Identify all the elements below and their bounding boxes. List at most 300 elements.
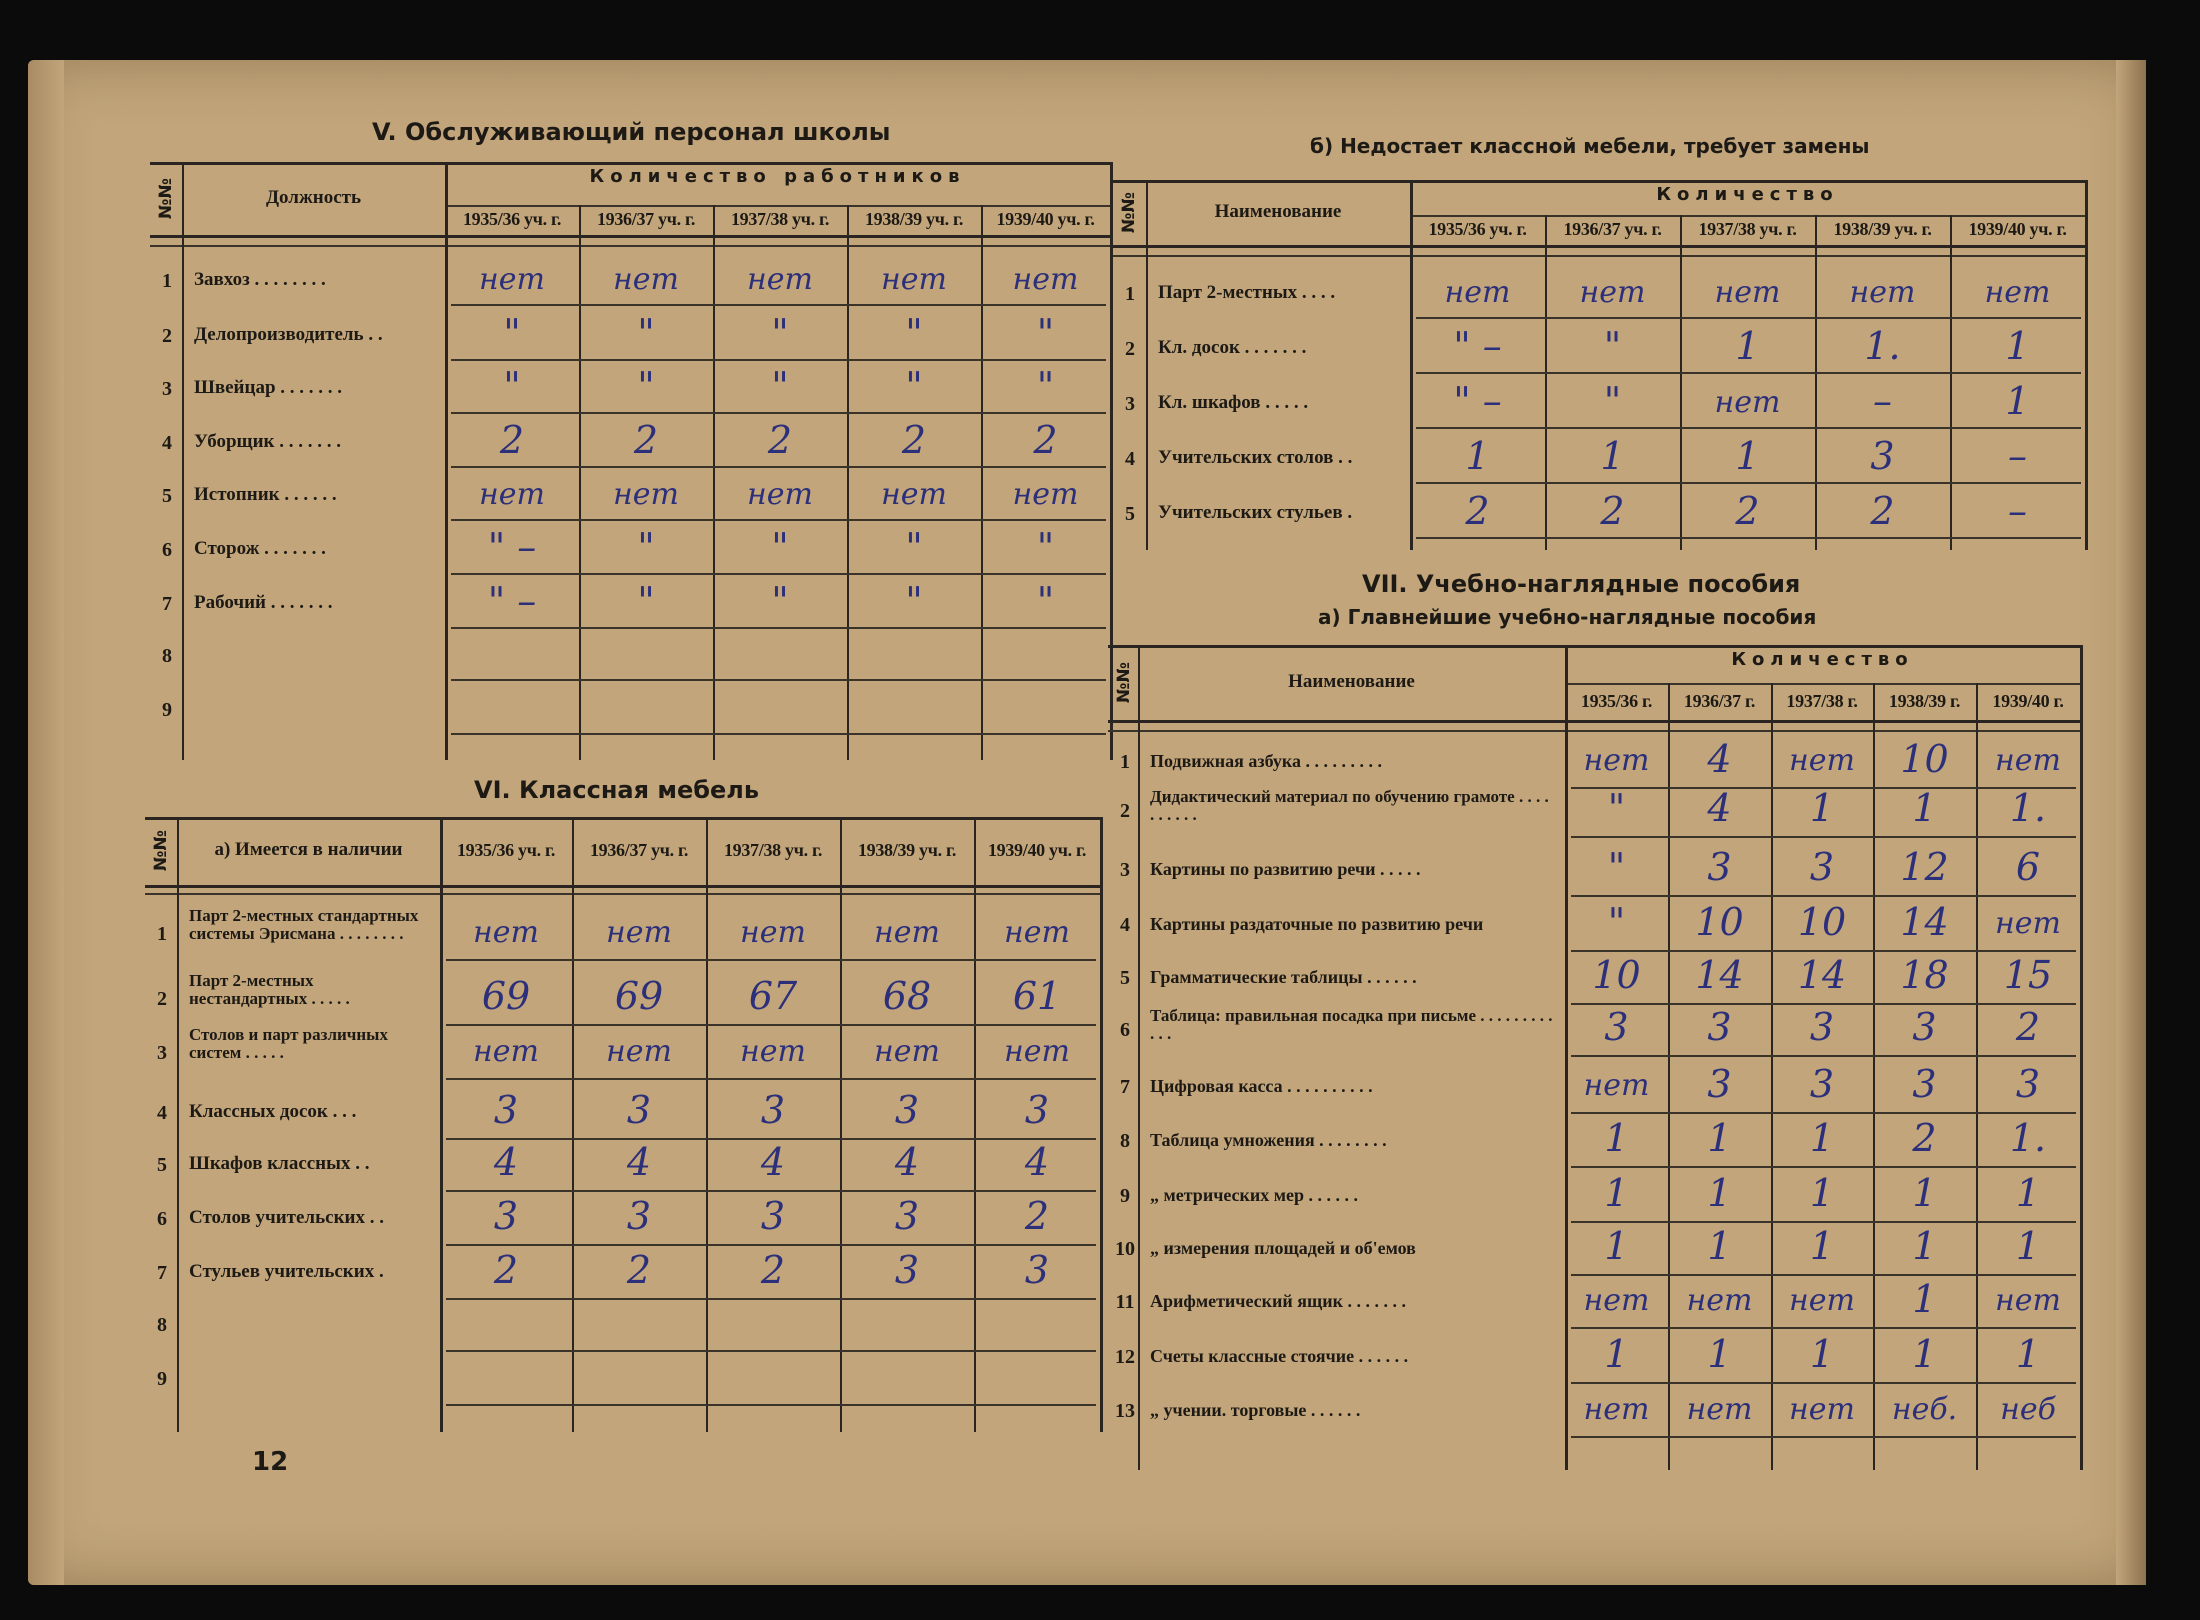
number-column-header: №№ bbox=[1114, 661, 1134, 703]
handwritten-value: 14 bbox=[1797, 953, 1847, 997]
table-rule bbox=[145, 885, 1100, 888]
handwritten-value: нет bbox=[1583, 1068, 1650, 1103]
row-label: Парт 2-местных . . . . bbox=[1158, 282, 1336, 303]
name-column-header: Наименование bbox=[1288, 670, 1415, 692]
table-rule bbox=[446, 1404, 1096, 1406]
row-number: 11 bbox=[1115, 1291, 1135, 1313]
handwritten-value: 2 bbox=[626, 1248, 652, 1292]
table-rule bbox=[446, 1350, 1096, 1352]
table-rule bbox=[145, 893, 1100, 895]
handwritten-value: 3 bbox=[493, 1194, 519, 1238]
table-rule bbox=[1571, 1221, 2076, 1223]
table-rule bbox=[451, 359, 1106, 361]
handwritten-value: 2 bbox=[2015, 1005, 2041, 1049]
handwritten-value: неб. bbox=[1891, 1392, 1958, 1427]
table-rule bbox=[451, 627, 1106, 629]
handwritten-value: нет bbox=[874, 1034, 940, 1069]
table-rule bbox=[451, 573, 1106, 575]
table-rule bbox=[1571, 1112, 2076, 1114]
handwritten-value: 3 bbox=[894, 1248, 920, 1292]
row-number: 4 bbox=[157, 1102, 167, 1124]
year-column-header: 1935/36 уч. г. bbox=[456, 840, 556, 860]
handwritten-value: нет bbox=[740, 1034, 806, 1069]
handwritten-value: нет bbox=[1583, 743, 1650, 778]
row-label: Картины раздаточные по развитию речи bbox=[1150, 914, 1484, 934]
row-label: „ метрических мер . . . . . . bbox=[1150, 1185, 1359, 1205]
year-column-header: 1937/38 г. bbox=[1786, 690, 1858, 711]
handwritten-value: нет bbox=[473, 1034, 539, 1069]
handwritten-value: 10 bbox=[1900, 737, 1949, 781]
handwritten-value: нет bbox=[1583, 1283, 1650, 1318]
handwritten-value: " bbox=[905, 525, 923, 569]
handwritten-value: нет bbox=[1012, 262, 1079, 297]
handwritten-value: нет bbox=[479, 477, 545, 512]
row-number: 4 bbox=[1120, 914, 1130, 936]
table-rule bbox=[1571, 1436, 2076, 1438]
row-label: Делопроизводитель . . bbox=[194, 324, 383, 345]
table-rule bbox=[1108, 730, 2080, 732]
year-column-header: 1937/38 уч. г. bbox=[1698, 219, 1797, 239]
handwritten-value: нет bbox=[747, 477, 813, 512]
table-rule bbox=[1113, 180, 2085, 183]
row-label: Истопник . . . . . . bbox=[194, 484, 337, 505]
year-column-header: 1938/39 уч. г. bbox=[1833, 219, 1932, 239]
handwritten-value: 1 bbox=[1912, 1277, 1937, 1321]
handwritten-value: нет bbox=[881, 262, 947, 297]
section7-subtitle: а) Главнейшие учебно-наглядные пособия bbox=[1318, 605, 1817, 629]
row-label: Уборщик . . . . . . . bbox=[194, 431, 341, 452]
handwritten-value: нет bbox=[606, 1034, 672, 1069]
row-number: 4 bbox=[162, 432, 172, 454]
row-label: Таблица умножения . . . . . . . . bbox=[1150, 1130, 1387, 1150]
row-label: Сторож . . . . . . . bbox=[194, 538, 326, 559]
handwritten-value: нет bbox=[1995, 1283, 2061, 1318]
year-column-header: 1935/36 уч. г. bbox=[462, 209, 562, 229]
handwritten-value: 2 bbox=[1033, 418, 1058, 462]
year-column-header: 1939/40 уч. г. bbox=[996, 209, 1095, 229]
row-label: Парт 2-местных стандартных системы Эрисмана . . . . . . . . bbox=[189, 906, 419, 943]
row-number: 5 bbox=[162, 485, 172, 507]
year-column-header: 1939/40 уч. г. bbox=[987, 840, 1087, 860]
handwritten-value: 3 bbox=[1024, 1248, 1050, 1292]
handwritten-value: 2 bbox=[493, 1248, 519, 1292]
year-column-header: 1938/39 г. bbox=[1888, 690, 1961, 711]
handwritten-value: нет bbox=[1686, 1392, 1753, 1427]
handwritten-value: 2 bbox=[1912, 1116, 1937, 1160]
row-label: Швейцар . . . . . . . bbox=[194, 377, 343, 398]
table-rule bbox=[182, 162, 184, 760]
section7-title: VII. Учебно-наглядные пособия bbox=[1362, 570, 1801, 598]
handwritten-value: 1 bbox=[1809, 786, 1835, 830]
row-number: 10 bbox=[1115, 1238, 1135, 1260]
handwritten-value: 67 bbox=[748, 974, 798, 1018]
table-rule bbox=[1571, 836, 2076, 838]
handwritten-value: 68 bbox=[882, 974, 932, 1018]
name-column-header: Наименование bbox=[1214, 200, 1342, 222]
table-rule bbox=[1571, 1382, 2076, 1384]
table-rule bbox=[1416, 537, 2081, 539]
year-column-header: 1939/40 г. bbox=[1992, 690, 2064, 711]
handwritten-value: 3 bbox=[1604, 1005, 1629, 1049]
name-column-header: Должность bbox=[265, 186, 362, 208]
handwritten-value: " bbox=[1607, 845, 1626, 889]
handwritten-value: 1. bbox=[1864, 324, 1901, 368]
year-column-header: 1935/36 г. bbox=[1580, 690, 1653, 711]
handwritten-value: 1 bbox=[1912, 1224, 1937, 1268]
table-rule bbox=[451, 304, 1106, 306]
handwritten-value: нет bbox=[881, 477, 947, 512]
handwritten-value: 1 bbox=[2005, 379, 2030, 423]
handwritten-value: неб bbox=[2000, 1392, 2056, 1427]
handwritten-value: 4 bbox=[894, 1140, 920, 1184]
row-number: 13 bbox=[1115, 1400, 1135, 1422]
handwritten-value: 2 bbox=[901, 418, 927, 462]
table-rule bbox=[446, 959, 1096, 961]
handwritten-value: 3 bbox=[1809, 845, 1835, 889]
table-rule bbox=[1416, 317, 2081, 319]
handwritten-value: 15 bbox=[2003, 953, 2053, 997]
row-number: 7 bbox=[157, 1262, 167, 1284]
table-rule bbox=[1571, 1327, 2076, 1329]
handwritten-value: 1. bbox=[2009, 786, 2047, 830]
handwritten-value: 3 bbox=[1024, 1088, 1050, 1132]
row-number: 8 bbox=[157, 1314, 167, 1336]
year-column-header: 1937/38 уч. г. bbox=[723, 840, 823, 860]
handwritten-value: 1 bbox=[1912, 786, 1937, 830]
row-number: 8 bbox=[1120, 1130, 1130, 1152]
handwritten-value: 1 bbox=[1600, 434, 1625, 478]
row-number: 6 bbox=[162, 539, 172, 561]
row-number: 3 bbox=[157, 1042, 167, 1064]
handwritten-value: 6 bbox=[2015, 845, 2041, 889]
handwritten-value: " – bbox=[487, 579, 537, 623]
row-number: 6 bbox=[157, 1208, 167, 1230]
handwritten-value: нет bbox=[1995, 743, 2061, 778]
handwritten-value: " bbox=[637, 579, 655, 623]
handwritten-value: 1 bbox=[2015, 1171, 2041, 1215]
handwritten-value: 18 bbox=[1900, 953, 1949, 997]
table-rule bbox=[150, 245, 1110, 247]
handwritten-value: 1 bbox=[2005, 324, 2030, 368]
table-rule bbox=[177, 817, 179, 1432]
row-number: 1 bbox=[157, 923, 167, 945]
handwritten-value: 2 bbox=[1735, 489, 1760, 533]
handwritten-value: 3 bbox=[1809, 1062, 1835, 1106]
section6-title: VI. Классная мебель bbox=[474, 776, 760, 804]
row-number: 8 bbox=[162, 645, 172, 667]
table-rule bbox=[451, 679, 1106, 681]
handwritten-value: 4 bbox=[1707, 737, 1732, 781]
handwritten-value: нет bbox=[1579, 275, 1646, 310]
section6b-title: б) Недостает классной мебели, требует замены bbox=[1310, 134, 1870, 158]
row-label: Парт 2-местных нестандартных . . . . . bbox=[189, 971, 350, 1008]
handwritten-value: 3 bbox=[760, 1088, 786, 1132]
handwritten-value: " bbox=[771, 311, 789, 355]
row-label: Столов учительских . . bbox=[189, 1207, 384, 1228]
table-rule bbox=[1100, 817, 1103, 1432]
handwritten-value: " bbox=[503, 364, 521, 408]
table-rule bbox=[1108, 720, 2080, 723]
handwritten-value: 1 bbox=[1809, 1116, 1835, 1160]
handwritten-value: 3 bbox=[626, 1088, 652, 1132]
row-label: Завхоз . . . . . . . . bbox=[194, 269, 326, 290]
table-rule bbox=[1416, 482, 2081, 484]
handwritten-value: нет bbox=[1583, 1392, 1650, 1427]
quantity-group-header: Количество bbox=[1656, 184, 1839, 205]
handwritten-value: нет bbox=[1789, 1283, 1855, 1318]
handwritten-value: 10 bbox=[1695, 900, 1744, 944]
handwritten-value: " bbox=[1036, 579, 1055, 623]
table-rule bbox=[1108, 645, 2080, 648]
handwritten-value: 69 bbox=[614, 974, 664, 1018]
handwritten-value: 3 bbox=[1912, 1062, 1937, 1106]
handwritten-value: 1 bbox=[1809, 1171, 1835, 1215]
handwritten-value: 1 bbox=[1707, 1224, 1732, 1268]
table-rule bbox=[1571, 895, 2076, 897]
handwritten-value: " bbox=[771, 579, 789, 623]
handwritten-value: 2 bbox=[760, 1248, 786, 1292]
row-number: 5 bbox=[1125, 503, 1135, 525]
handwritten-value: " bbox=[771, 525, 789, 569]
handwritten-value: 3 bbox=[1809, 1005, 1835, 1049]
row-label: „ измерения площадей и об'емов bbox=[1150, 1238, 1416, 1258]
row-label: Кл. шкафов . . . . . bbox=[1158, 392, 1309, 413]
row-number: 5 bbox=[1120, 967, 1130, 989]
row-label: Счеты классные стоячие . . . . . . bbox=[1150, 1346, 1409, 1366]
table-rule bbox=[1146, 180, 1148, 550]
row-label: Арифметический ящик . . . . . . . bbox=[1150, 1291, 1406, 1311]
handwritten-value: 3 bbox=[1912, 1005, 1937, 1049]
handwritten-value: 1 bbox=[2015, 1332, 2041, 1376]
handwritten-value: " bbox=[1607, 786, 1626, 830]
handwritten-value: 3 bbox=[2015, 1062, 2041, 1106]
number-column-header: №№ bbox=[156, 177, 176, 219]
row-number: 2 bbox=[162, 325, 172, 347]
handwritten-value: 1 bbox=[1809, 1332, 1835, 1376]
handwritten-value: 4 bbox=[1707, 786, 1732, 830]
row-label: Подвижная азбука . . . . . . . . . bbox=[1150, 751, 1382, 771]
table-rule bbox=[446, 1078, 1096, 1080]
handwritten-value: " bbox=[771, 364, 789, 408]
year-column-header: 1938/39 уч. г. bbox=[864, 209, 964, 229]
handwritten-value: – bbox=[1873, 379, 1892, 423]
table-rule bbox=[1113, 255, 2085, 257]
handwritten-value: 1 bbox=[1604, 1332, 1629, 1376]
handwritten-value: 10 bbox=[1797, 900, 1847, 944]
handwritten-value: " – bbox=[1453, 324, 1502, 368]
handwritten-value: " bbox=[905, 311, 923, 355]
table-rule bbox=[1565, 683, 2080, 685]
table-rule bbox=[150, 235, 1110, 238]
handwritten-value: " bbox=[1036, 525, 1055, 569]
handwritten-value: 4 bbox=[760, 1140, 786, 1184]
row-number: 9 bbox=[1120, 1185, 1130, 1207]
handwritten-value: 4 bbox=[493, 1140, 519, 1184]
row-number: 7 bbox=[162, 593, 172, 615]
table-rule bbox=[2080, 645, 2083, 1470]
year-column-header: 1939/40 уч. г. bbox=[1968, 219, 2067, 239]
row-number: 12 bbox=[1115, 1346, 1135, 1368]
row-label: Цифровая касса . . . . . . . . . . bbox=[1150, 1076, 1373, 1096]
handwritten-value: 1 bbox=[2015, 1224, 2041, 1268]
handwritten-value: 1 bbox=[1707, 1332, 1732, 1376]
table-rule bbox=[145, 817, 1100, 820]
year-column-header: 1935/36 уч. г. bbox=[1428, 219, 1527, 239]
handwritten-value: 3 bbox=[894, 1194, 920, 1238]
row-number: 3 bbox=[1125, 393, 1135, 415]
handwritten-value: 69 bbox=[481, 974, 531, 1018]
handwritten-value: 1 bbox=[1604, 1171, 1629, 1215]
handwritten-value: 1 bbox=[1604, 1224, 1629, 1268]
handwritten-value: нет bbox=[747, 262, 813, 297]
handwritten-value: " bbox=[637, 311, 655, 355]
handwritten-value: 10 bbox=[1592, 953, 1641, 997]
handwritten-value: " bbox=[1603, 324, 1622, 368]
handwritten-value: 1 bbox=[1735, 434, 1760, 478]
quantity-group-header: Количество работников bbox=[589, 166, 966, 187]
table-rule bbox=[446, 1298, 1096, 1300]
handwritten-value: 4 bbox=[626, 1140, 652, 1184]
handwritten-value: нет bbox=[473, 915, 539, 950]
handwritten-value: – bbox=[2008, 489, 2027, 533]
table-rule bbox=[2085, 180, 2088, 550]
row-number: 7 bbox=[1120, 1076, 1130, 1098]
handwritten-value: нет bbox=[1444, 275, 1511, 310]
handwritten-value: нет bbox=[1984, 275, 2051, 310]
row-number: 2 bbox=[1120, 800, 1130, 822]
handwritten-value: 1 bbox=[1912, 1171, 1937, 1215]
table-rule bbox=[1410, 215, 2085, 217]
row-label: Классных досок . . . bbox=[189, 1101, 357, 1122]
handwritten-value: нет bbox=[1714, 385, 1781, 420]
row-number: 3 bbox=[162, 378, 172, 400]
handwritten-value: нет bbox=[1995, 906, 2061, 941]
row-label: Таблица: правильная посадка при письме . . . . . . . . . . . . bbox=[1150, 1006, 1553, 1043]
row-label: Рабочий . . . . . . . bbox=[194, 592, 333, 613]
handwritten-value: 2 bbox=[1024, 1194, 1050, 1238]
handwritten-value: 2 bbox=[499, 418, 525, 462]
row-number: 1 bbox=[1125, 283, 1135, 305]
row-label: Картины по развитию речи . . . . . bbox=[1150, 859, 1421, 879]
row-number: 4 bbox=[1125, 448, 1135, 470]
handwritten-value: 3 bbox=[894, 1088, 920, 1132]
row-label: Учительских столов . . bbox=[1158, 447, 1353, 468]
row-label: „ учении. торговые . . . . . . bbox=[1150, 1400, 1361, 1420]
handwritten-value: нет bbox=[874, 915, 940, 950]
handwritten-value: нет bbox=[1004, 1034, 1070, 1069]
table-rule bbox=[446, 1190, 1096, 1192]
table-rule bbox=[451, 412, 1106, 414]
row-label: Столов и парт различных систем . . . . . bbox=[189, 1025, 388, 1062]
handwritten-value: нет bbox=[613, 477, 679, 512]
handwritten-value: " bbox=[905, 364, 923, 408]
number-column-header: №№ bbox=[1119, 191, 1139, 233]
handwritten-value: " bbox=[1036, 311, 1055, 355]
table-rule bbox=[451, 733, 1106, 735]
row-label: Дидактический материал по обучению грамоте . . . . . . . . . . bbox=[1150, 787, 1549, 824]
handwritten-value: 1. bbox=[2009, 1116, 2047, 1160]
handwritten-value: 3 bbox=[760, 1194, 786, 1238]
handwritten-value: 3 bbox=[626, 1194, 652, 1238]
year-column-header: 1936/37 уч. г. bbox=[1563, 219, 1662, 239]
handwritten-value: 1 bbox=[1912, 1332, 1937, 1376]
table-rule bbox=[451, 466, 1106, 468]
handwritten-value: 3 bbox=[493, 1088, 519, 1132]
table-rule bbox=[1571, 1055, 2076, 1057]
handwritten-value: 2 bbox=[633, 418, 659, 462]
row-number: 1 bbox=[162, 270, 172, 292]
table-rule bbox=[1416, 427, 2081, 429]
handwritten-value: 2 bbox=[1465, 489, 1490, 533]
handwritten-value: 3 bbox=[1707, 1005, 1732, 1049]
handwritten-value: нет bbox=[1686, 1283, 1753, 1318]
name-column-header: а) Имеется в наличии bbox=[214, 839, 403, 860]
handwritten-value: " bbox=[905, 579, 923, 623]
row-number: 1 bbox=[1120, 751, 1130, 773]
handwritten-value: 1 bbox=[1707, 1116, 1732, 1160]
year-column-header: 1937/38 уч. г. bbox=[730, 209, 830, 229]
handwritten-value: " bbox=[1603, 379, 1622, 423]
handwritten-value: нет bbox=[1789, 1392, 1855, 1427]
handwritten-value: 14 bbox=[1900, 900, 1949, 944]
handwritten-value: нет bbox=[613, 262, 679, 297]
handwritten-value: 1 bbox=[1465, 434, 1490, 478]
row-label: Стульев учительских . bbox=[189, 1261, 384, 1282]
handwritten-value: 4 bbox=[1024, 1140, 1050, 1184]
quantity-group-header: Количество bbox=[1731, 649, 1914, 670]
handwritten-value: " bbox=[1036, 364, 1055, 408]
table-rule bbox=[1110, 162, 1113, 760]
table-rule bbox=[150, 162, 1110, 165]
year-column-header: 1936/37 уч. г. bbox=[589, 840, 689, 860]
handwritten-value: 61 bbox=[1012, 974, 1062, 1018]
handwritten-value: 3 bbox=[1707, 845, 1732, 889]
handwritten-value: " bbox=[637, 364, 655, 408]
handwritten-value: нет bbox=[1714, 275, 1781, 310]
row-number: 2 bbox=[1125, 338, 1135, 360]
table-rule bbox=[1113, 245, 2085, 248]
row-number: 5 bbox=[157, 1154, 167, 1176]
handwritten-value: 1 bbox=[1604, 1116, 1629, 1160]
handwritten-value: нет bbox=[740, 915, 806, 950]
handwritten-value: 3 bbox=[1707, 1062, 1732, 1106]
table-rule bbox=[451, 519, 1106, 521]
row-number: 9 bbox=[157, 1368, 167, 1390]
handwritten-value: 2 bbox=[1600, 489, 1625, 533]
handwritten-value: " – bbox=[487, 525, 537, 569]
table-rule bbox=[446, 1024, 1096, 1026]
table-rule bbox=[1416, 372, 2081, 374]
year-column-header: 1936/37 г. bbox=[1683, 690, 1756, 711]
handwritten-value: " bbox=[503, 311, 521, 355]
page-number: 12 bbox=[252, 1447, 289, 1477]
row-label: Учительских стульев . bbox=[1158, 502, 1353, 523]
row-label: Грамматические таблицы . . . . . . bbox=[1150, 967, 1417, 987]
handwritten-value: 1 bbox=[1707, 1171, 1732, 1215]
number-column-header: №№ bbox=[151, 830, 171, 871]
handwritten-value: 1 bbox=[1735, 324, 1760, 368]
row-number: 9 bbox=[162, 699, 172, 721]
row-number: 2 bbox=[157, 988, 167, 1010]
handwritten-value: 3 bbox=[1870, 434, 1895, 478]
handwritten-value: нет bbox=[1004, 915, 1070, 950]
year-column-header: 1936/37 уч. г. bbox=[596, 209, 696, 229]
handwritten-value: 1 bbox=[1809, 1224, 1835, 1268]
handwritten-value: 2 bbox=[767, 418, 793, 462]
handwritten-value: " bbox=[1607, 900, 1626, 944]
table-rule bbox=[446, 1244, 1096, 1246]
handwritten-value: 12 bbox=[1900, 845, 1949, 889]
